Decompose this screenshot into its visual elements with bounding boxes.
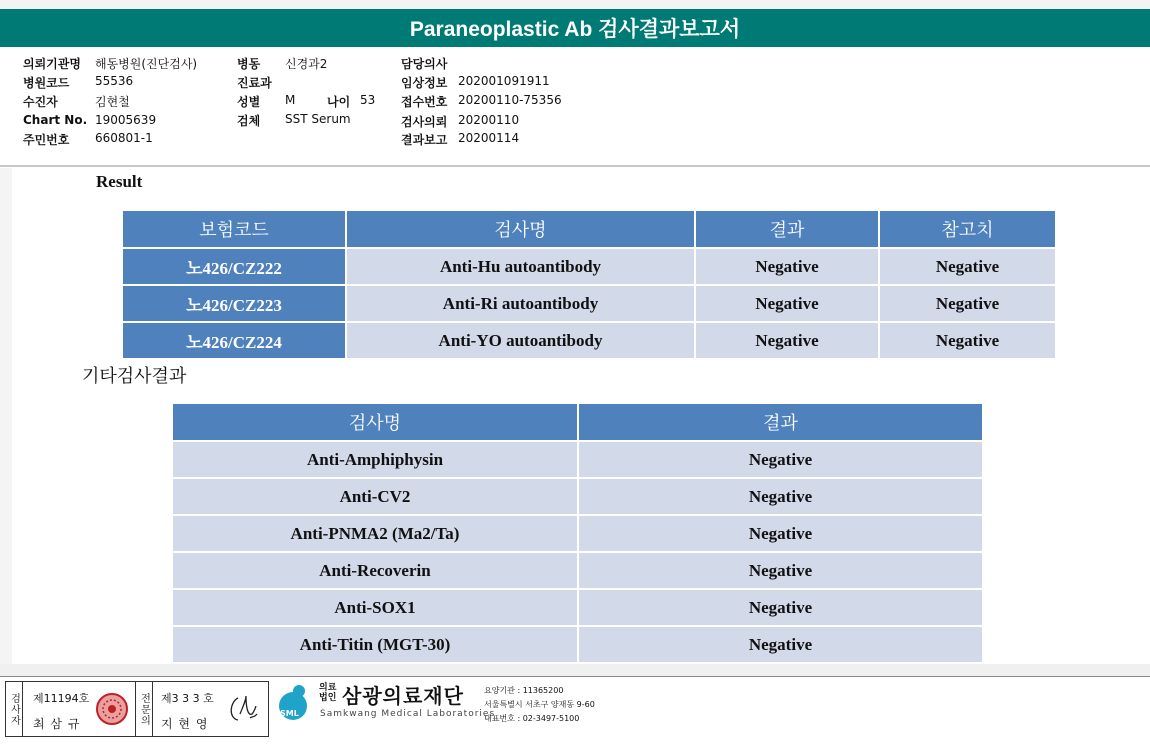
other-results-table: [171, 402, 984, 664]
info-sex-value: M: [285, 93, 296, 107]
test-result: Negative: [578, 478, 983, 515]
test-name: Anti-Recoverin: [172, 552, 578, 589]
info-ward-value: 신경과2: [285, 57, 328, 71]
header-insurance-code: 보험코드: [122, 210, 346, 248]
info-department: 진료과: [237, 76, 272, 90]
signature-box: [5, 681, 269, 737]
org-type: 의료법인: [319, 683, 337, 703]
header-test-name: 검사명: [346, 210, 695, 248]
info-hospital-code: 병원코드: [23, 76, 70, 90]
info-hospital-name-value: 해동병원(진단검사): [95, 57, 198, 71]
info-patient-value: 김현철: [95, 95, 130, 109]
info-hospital-code-value: 55536: [95, 74, 134, 88]
header-test-name: 검사명: [172, 403, 578, 441]
test-name: Anti-PNMA2 (Ma2/Ta): [172, 515, 578, 552]
reference-value: Negative: [879, 248, 1056, 285]
test-result: Negative: [578, 441, 983, 478]
info-hospital-name: 의뢰기관명: [23, 57, 81, 71]
specialist-license: 제3 3 3 호: [161, 692, 214, 705]
test-result: Negative: [578, 589, 983, 626]
info-ward: 병동: [237, 57, 261, 71]
info-chart-no: Chart No.: [23, 113, 88, 127]
content-bottom-strip: [0, 664, 1150, 676]
examiner-seal-icon: [95, 692, 129, 726]
info-chart-no-value: 19005639: [95, 113, 157, 127]
org-english-name: Samkwang Medical Laboratories: [320, 709, 496, 719]
test-name: Anti-Amphiphysin: [172, 441, 578, 478]
report-title: Paraneoplastic Ab 검사결과보고서: [0, 9, 1150, 47]
test-result: Negative: [578, 552, 983, 589]
table-row: [172, 626, 983, 663]
logo-text: SML: [280, 709, 299, 718]
info-request-date: 검사의뢰: [401, 115, 448, 129]
info-sex: 성별: [237, 95, 261, 109]
insurance-code: 노426/CZ224: [122, 322, 346, 359]
test-result: Negative: [695, 248, 879, 285]
org-name: 삼광의료재단: [342, 684, 464, 708]
info-receipt-no: 접수번호: [401, 95, 448, 109]
info-doctor: 담당의사: [401, 57, 448, 71]
signature-icon: [224, 692, 262, 726]
test-result: Negative: [578, 515, 983, 552]
org-phone: 대표번호 : 02-3497-5100: [484, 714, 580, 723]
info-clinical-value: 202001091911: [458, 74, 550, 88]
info-resident-no-value: 660801-1: [95, 131, 153, 145]
header-result: 결과: [695, 210, 879, 248]
table-row: [172, 441, 983, 478]
test-name: Anti-Titin (MGT-30): [172, 626, 578, 663]
test-result: Negative: [695, 285, 879, 322]
org-code: 요양기관 : 11365200: [484, 686, 564, 695]
table-row: [172, 552, 983, 589]
test-result: Negative: [578, 626, 983, 663]
table-row: [122, 285, 1056, 322]
org-address: 서울특별시 서초구 양재동 9-60: [484, 700, 595, 709]
result-heading: Result: [96, 172, 143, 191]
test-name: Anti-Ri autoantibody: [346, 285, 695, 322]
info-patient: 수진자: [23, 95, 58, 109]
table-row: [172, 589, 983, 626]
table-row: [122, 248, 1056, 285]
info-receipt-no-value: 20200110-75356: [458, 93, 562, 107]
examiner-license: 제11194호: [33, 692, 90, 705]
header-result: 결과: [578, 403, 983, 441]
table-row: [122, 322, 1056, 359]
other-results-heading: 기타검사결과: [82, 366, 187, 387]
test-name: Anti-SOX1: [172, 589, 578, 626]
left-margin: [0, 168, 12, 664]
examiner-label: 검사자: [6, 682, 23, 736]
reference-value: Negative: [879, 285, 1056, 322]
info-specimen-value: SST Serum: [285, 112, 351, 126]
table-row: [172, 515, 983, 552]
other-header-row: [172, 403, 983, 441]
window-top-strip: [0, 0, 1150, 9]
test-name: Anti-CV2: [172, 478, 578, 515]
info-resident-no: 주민번호: [23, 133, 70, 147]
test-result: Negative: [695, 322, 879, 359]
patient-info: [0, 55, 1150, 160]
test-name: Anti-YO autoantibody: [346, 322, 695, 359]
report-footer: [0, 676, 1150, 745]
info-clinical: 임상정보: [401, 76, 448, 90]
test-name: Anti-Hu autoantibody: [346, 248, 695, 285]
info-age-value: 53: [360, 93, 376, 107]
info-report-date-value: 20200114: [458, 131, 520, 145]
insurance-code: 노426/CZ222: [122, 248, 346, 285]
info-specimen: 검체: [237, 114, 261, 128]
table-row: [172, 478, 983, 515]
reference-value: Negative: [879, 322, 1056, 359]
info-report-date: 결과보고: [401, 133, 448, 147]
specialist-name: 지 현 영: [161, 717, 209, 731]
info-divider: [0, 165, 1150, 167]
info-age: 나이: [327, 95, 351, 109]
examiner-name: 최 삼 규: [33, 717, 81, 731]
info-request-date-value: 20200110: [458, 113, 520, 127]
result-header-row: [122, 210, 1056, 248]
header-reference: 참고치: [879, 210, 1056, 248]
specialist-label: 전문의: [135, 682, 153, 736]
insurance-code: 노426/CZ223: [122, 285, 346, 322]
result-table: [121, 209, 1057, 360]
